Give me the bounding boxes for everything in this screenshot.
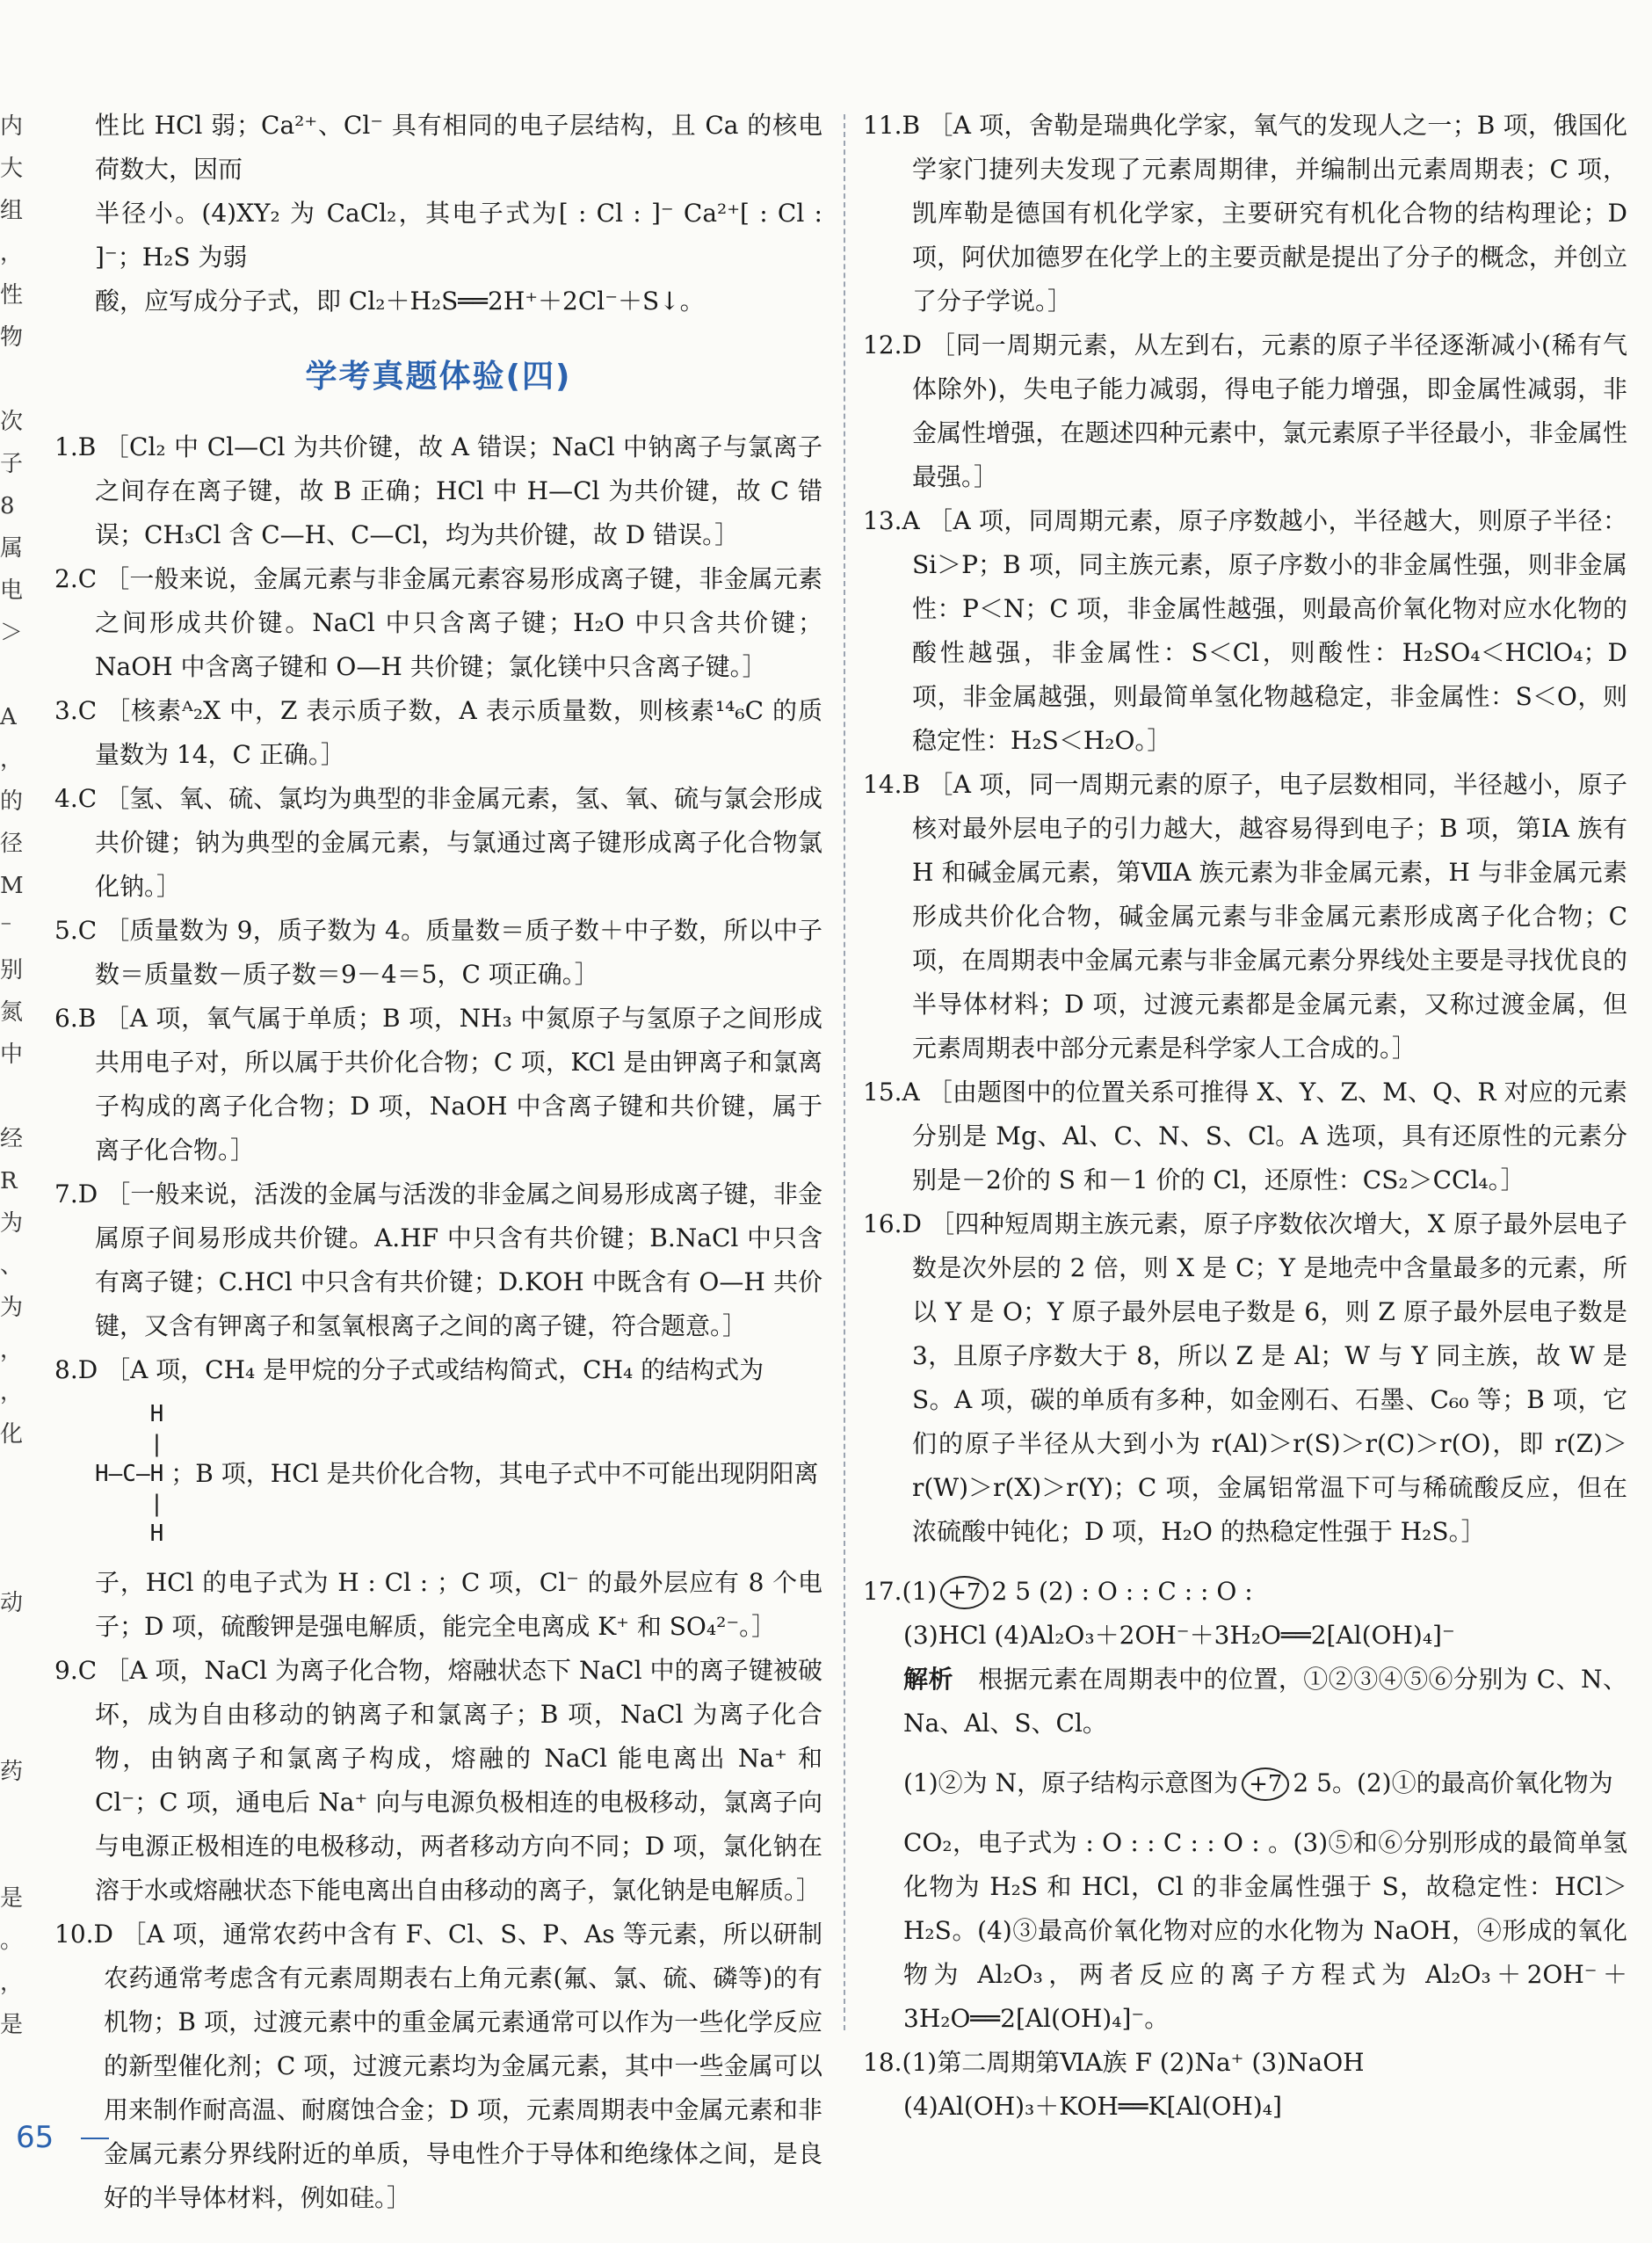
edge-char — [0, 1666, 19, 1709]
edge-char: 8 — [0, 493, 15, 519]
structure-row: H — [95, 1401, 164, 1427]
left-column — [54, 104, 822, 2220]
edge-char: 子 — [0, 451, 24, 477]
structure-row: H—C—H — [95, 1461, 164, 1487]
edge-char: ， — [0, 1379, 24, 1405]
analysis-label: 解析 — [903, 1665, 953, 1694]
atom-nucleus-icon: +7 — [1242, 1768, 1289, 1801]
edge-char — [0, 1624, 19, 1666]
answer-item-3: 3.C ［核素ᴬ₂X 中，Z 表示质子数，A 表示质量数，则核素¹⁴₆C 的质量数为 14，C 正确。］ — [54, 696, 822, 769]
edge-char: 是 — [0, 1885, 24, 1912]
answer-item-11: 11.B ［A 项，舍勒是瑞典化学家，氧气的发现人之一；B 项，俄国化学家门捷列夫发现了元素周期律，并编制出元素周期表；C 项，凯库勒是德国有机化学家，主要研究有机化合物的结构理论；D 项，阿伏加德罗在化学上的主要贡献是提出了分子的概念，并创立了分子学说。］ — [863, 111, 1627, 316]
edge-char: ， — [0, 746, 24, 773]
edge-char: 氮 — [0, 999, 24, 1026]
edge-char: 中 — [0, 1042, 24, 1068]
edge-char: 药 — [0, 1759, 24, 1785]
edge-char: 次 — [0, 409, 24, 435]
intro-line-3: 酸，应写成分子式，即 Cl₂＋H₂S══2H⁺＋2Cl⁻＋S↓。 — [95, 287, 705, 316]
section-title: 学考真题体验(四) — [305, 359, 572, 395]
answer-item-2: 2.C ［一般来说，金属元素与非金属元素容易形成离子键，非金属元素之间形成共价键。NaCl 中只含离子键；H₂O 中只含共价键；NaOH 中含离子键和 O—H 共价键；氯化镁中只含离子键。］ — [54, 564, 822, 681]
answer-item-7: 7.D ［一般来说，活泼的金属与活泼的非金属之间易形成离子键，非金属原子间易形成共价键。A.HF 中只含有共价键；B.NaCl 中只含有离子键；C.HCl 中只含有共价键；D.KOH 中既含有 O—H 共价键，又含有钾离子和氢氧根离子之间的离子键，符合题意。］ — [54, 1180, 822, 1340]
edge-char: 物 — [0, 324, 24, 351]
edge-char: 内 — [0, 113, 24, 140]
edge-char: 组 — [0, 198, 24, 224]
answer-item-16: 16.D ［四种短周期主族元素，原子序数依次增大，X 原子最外层电子数是次外层的 2 倍，则 X 是 C；Y 是地壳中含量最多的元素，所以 Y 是 O；Y 原子最外层电子数是 6，则 Z 原子最外层电子数是 3，且原子序数大于 8，所以 Z 是 Al；W 与 Y 同主族，故 W 是 S。A 项，碳的单质有多种，如金刚石、石墨、C₆₀ 等；B 项，它们的原子半径从大到小为 r(Al)＞r(S)＞r(C)＞r(O)，即 r(Z)＞r(W)＞r(X)＞r(Y)；C 项，金属铝常温下可与稀硫酸反应，但在浓硫酸中钝化；D 项，H₂O 的热稳定性强于 H₂S。］ — [863, 1209, 1627, 1546]
edge-char: 为 — [0, 1210, 24, 1237]
methane-structural-formula — [54, 1399, 822, 1549]
answer-item-12: 12.D ［同一周期元素，从左到右，元素的原子半径逐渐减小(稀有气体除外)，失电子能力减弱，得电子能力增强，即金属性减弱，非金属性增强，在题述四种元素中，氯元素原子半径最小，非金属性最强。］ — [863, 330, 1627, 491]
right-column — [863, 104, 1627, 2129]
edge-char — [0, 1498, 19, 1540]
answer-item-8-head: 8.D ［A 项，CH₄ 是甲烷的分子式或结构简式，CH₄ 的结构式为 — [54, 1355, 764, 1384]
edge-char: ， — [0, 240, 24, 266]
q17-prefix: 17.(1) — [863, 1577, 938, 1606]
page-number-rule — [81, 2138, 109, 2139]
answer-item-17-line-2: (3)HCl (4)Al₂O₃＋2OH⁻＋3H₂O══2[Al(OH)₄]⁻ — [903, 1621, 1455, 1650]
edge-char — [0, 654, 19, 696]
intro-line-1: 性比 HCl 弱；Ca²⁺、Cl⁻ 具有相同的电子层结构，且 Ca 的核电荷数大，因而 — [95, 111, 822, 184]
electron-shells: 2 5 — [991, 1577, 1032, 1606]
edge-char — [0, 1076, 19, 1118]
analysis-text: 根据元素在周期表中的位置，①②③④⑤⑥分别为 C、N、Na、Al、S、Cl。 — [903, 1665, 1627, 1738]
answer-item-14: 14.B ［A 项，同一周期元素的原子，电子层数相同，半径越小，原子核对最外层电子的引力越大，越容易得到电子；B 项，第ⅠA 族有 H 和碱金属元素，第ⅦA 族元素为非金属元素，H 与非金属元素形成共价化合物，碱金属元素与非金属元素形成离子化合物；C 项，在周期表中金属元素与非金属元素分界线处主要是寻找优良的半导体材料；D 项，过渡元素都是金属元素，又称过渡金属，但元素周期表中部分元素是科学家人工合成的。］ — [863, 770, 1627, 1063]
answer-item-5: 5.C ［质量数为 9，质子数为 4。质量数＝质子数＋中子数，所以中子数＝质量数－质子数＝9－4＝5，C 项正确。］ — [54, 916, 822, 989]
column-divider — [844, 114, 845, 2030]
edge-char: M — [0, 873, 24, 899]
edge-char: 经 — [0, 1126, 24, 1152]
edge-char: 电 — [0, 577, 24, 604]
analysis-p2-suffix: 。(2)①的最高价氧化物为 — [1331, 1768, 1613, 1797]
analysis-paragraph-1 — [863, 1658, 1627, 1746]
answer-item-10: 10.D ［A 项，通常农药中含有 F、Cl、S、P、As 等元素，所以研制农药通常考虑含有元素周期表右上角元素(氟、氯、硫、磷等)的有机物；B 项，过渡元素中的重金属元素通常可以作为一些化学反应的新型催化剂；C 项，过渡元素均为金属元素，其中一些金属可以用来制作耐高温、耐腐蚀合金；D 项，元素周期表中金属元素和非金属元素分界线附近的单质，导电性介于导体和绝缘体之间，是良好的半导体材料，例如硅。］ — [54, 1920, 822, 2212]
answer-item-15: 15.A ［由题图中的位置关系可推得 X、Y、Z、M、Q、R 对应的元素分别是 Mg、Al、C、N、S、Cl。A 选项，具有还原性的元素分别是－2价的 S 和－1 价的 Cl，还原性：CS₂＞CCl₄。］ — [863, 1078, 1627, 1194]
edge-char: 动 — [0, 1590, 24, 1616]
edge-char: 化 — [0, 1421, 24, 1448]
q17-suffix: (2) : O : : C : : O : — [1031, 1577, 1253, 1606]
analysis-p2-prefix: (1)②为 N，原子结构示意图为 — [903, 1768, 1239, 1797]
answer-item-9: 9.C ［A 项，NaCl 为离子化合物，熔融状态下 NaCl 中的离子键被破坏，成为自由移动的钠离子和氯离子；B 项，NaCl 为离子化合物，由钠离子和氯离子构成，熔融的 NaCl 能电离出 Na⁺ 和 Cl⁻；C 项，通电后 Na⁺ 向与电源负极相连的电极移动，氯离子向与电源正极相连的电极移动，两者移动方向不同；D 项，氯化钠在溶于水或熔融状态下能电离出自由移动的离子，氯化钠是电解质。］ — [54, 1656, 822, 1905]
analysis-paragraph-2 — [863, 1761, 1627, 1805]
edge-char — [0, 1793, 19, 1835]
atom-nucleus-icon: +7 — [940, 1576, 988, 1609]
electron-shells: 2 5 — [1293, 1768, 1332, 1797]
structure-row: | — [95, 1491, 164, 1517]
structure-row: | — [95, 1431, 164, 1457]
edge-char: 别 — [0, 957, 24, 984]
edge-char: 。 — [0, 1927, 24, 1954]
edge-char: 的 — [0, 788, 24, 815]
edge-char: R — [0, 1168, 18, 1194]
page-number: 65 — [16, 2120, 54, 2155]
edge-char: 属 — [0, 535, 24, 562]
left-edge-cutoff-text — [0, 105, 24, 2067]
edge-char: 、 — [0, 1252, 24, 1279]
edge-char — [0, 1835, 19, 1877]
structure-rows — [95, 1399, 163, 1549]
edge-char: 大 — [0, 156, 24, 182]
answer-item-17-line-1 — [863, 1570, 1627, 1614]
edge-char: 径 — [0, 831, 24, 857]
edge-char — [0, 1540, 19, 1582]
edge-char — [0, 359, 19, 401]
structure-row: H — [95, 1521, 164, 1547]
edge-char: 性 — [0, 282, 24, 309]
answer-item-8-tail: 子，HCl 的电子式为 H : Cl : ；C 项，Cl⁻ 的最外层应有 8 个电子；D 项，硫酸钾是强电解质，能完全电离成 K⁺ 和 SO₄²⁻。］ — [95, 1568, 822, 1641]
item-8-after-structure: ；B 项，HCl 是共价化合物，其电子式中不可能出现阴阳离 — [170, 1459, 819, 1488]
edge-char: 是 — [0, 2012, 24, 2038]
answer-item-18-line-2: (4)Al(OH)₃＋KOH══K[Al(OH)₄] — [903, 2092, 1282, 2121]
answer-item-1: 1.B ［Cl₂ 中 Cl—Cl 为共价键，故 A 错误；NaCl 中钠离子与氯离子之间存在离子键，故 B 正确；HCl 中 H—Cl 为共价键，故 C 错误；CH₃Cl 含 C—H、C—Cl，均为共价键，故 D 错误。］ — [54, 432, 822, 549]
edge-char: ， — [0, 1337, 24, 1363]
edge-char: 为 — [0, 1295, 24, 1321]
edge-char: ⁻ — [0, 915, 12, 941]
edge-char: A — [0, 704, 17, 730]
edge-char — [0, 1709, 19, 1751]
intro-line-2: 半径小。(4)XY₂ 为 CaCl₂，其电子式为[ : Cl : ]⁻ Ca²⁺[ : Cl : ]⁻；H₂S 为弱 — [95, 199, 822, 272]
edge-char: ， — [0, 1970, 24, 1996]
edge-char: ＞ — [0, 620, 24, 646]
answer-item-13: 13.A ［A 项，同周期元素，原子序数越小，半径越大，则原子半径：Si＞P；B 项，同主族元素，原子序数小的非金属性强，则非金属性：P＜N；C 项，非金属性越强，则最高价氧化物对应水化物的酸性越强，非金属性：S＜Cl，则酸性：H₂SO₄＜HClO₄；D 项，非金属越强，则最简单氢化物越稳定，非金属性：S＜O，则稳定性：H₂S＜H₂O。］ — [863, 506, 1627, 755]
analysis-paragraph-3: CO₂，电子式为 : O : : C : : O : 。(3)⑤和⑥分别形成的最简单氢化物为 H₂S 和 HCl，Cl 的非金属性强于 S，故稳定性：HCl＞H₂S。(4)③最高价氧化物对应的水化物为 NaOH，④形成的氧化物为 Al₂O₃，两者反应的离子方程式为 Al₂O₃＋2OH⁻＋3H₂O══2[Al(OH)₄]⁻。 — [903, 1828, 1627, 2033]
answer-item-18-line-1: 18.(1)第二周期第ⅥA族 F (2)Na⁺ (3)NaOH — [863, 2048, 1365, 2077]
answer-item-6: 6.B ［A 项，氧气属于单质；B 项，NH₃ 中氮原子与氢原子之间形成共用电子对，所以属于共价化合物；C 项，KCl 是由钾离子和氯离子构成的离子化合物；D 项，NaOH 中含离子键和共价键，属于离子化合物。］ — [54, 1004, 822, 1165]
edge-char — [0, 1455, 19, 1498]
answer-item-4: 4.C ［氢、氧、硫、氯均为典型的非金属元素，氢、氧、硫与氯会形成共价键；钠为典型的金属元素，与氯通过离子键形成离子化合物氯化钠。］ — [54, 784, 822, 901]
